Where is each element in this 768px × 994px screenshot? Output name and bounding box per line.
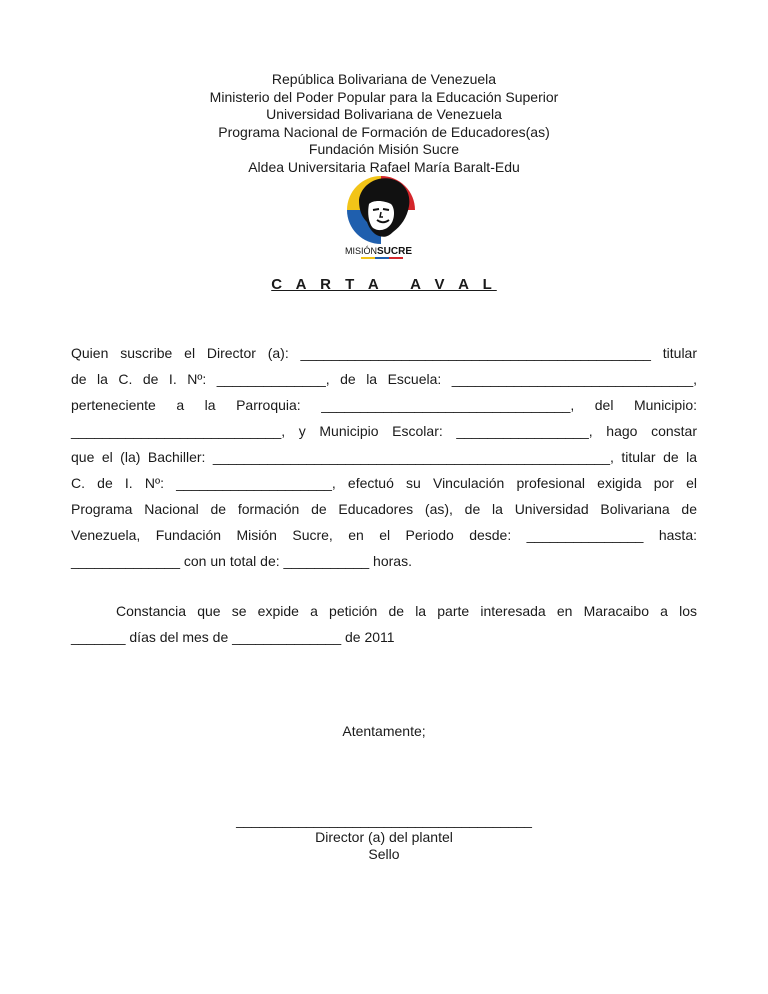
header-line-4: Programa Nacional de Formación de Educadores(as): [218, 123, 550, 140]
mision-sucre-emblem-icon: [339, 170, 423, 262]
constancia-paragraph: [71, 598, 697, 650]
logo-text-sucre: SUCRE: [377, 246, 413, 257]
signature-line: ______________________________________: [236, 812, 532, 828]
closing-salutation: Atentamente;: [342, 723, 426, 739]
header-line-6: Aldea Universitaria Rafael María Baralt-Edu: [248, 158, 520, 175]
document-header: [0, 71, 768, 176]
document-title: C A R T A A V A L: [271, 276, 497, 293]
header-line-2: Ministerio del Poder Popular para la Educación Superior: [209, 88, 559, 105]
signature-role: Director (a) del plantel: [315, 829, 453, 845]
signature-block: [0, 812, 768, 863]
body-line-5: que el (la) Bachiller: ___________________________________________________, titular de la: [71, 449, 697, 465]
constancia-line-2: _______ días del mes de ______________ de 2011: [71, 629, 395, 645]
body-line-4: ___________________________, y Municipio Escolar: _________________, hago constar: [71, 423, 697, 439]
mision-sucre-logo: [339, 170, 423, 262]
body-line-1: Quien suscribe el Director (a): _____________________________________________ titular: [71, 345, 697, 361]
body-line-7: Programa Nacional de formación de Educadores (as), de la Universidad Bolivariana de: [71, 501, 697, 517]
signature-stamp: Sello: [368, 846, 400, 862]
constancia-line-1: Constancia que se expide a petición de la parte interesada en Maracaibo a los: [116, 603, 697, 619]
header-line-1: República Bolivariana de Venezuela: [271, 71, 497, 87]
header-line-5: Fundación Misión Sucre: [308, 141, 460, 157]
body-line-9: ______________ con un total de: ___________ horas.: [71, 553, 412, 569]
logo-text-mision: MISIÓN: [345, 246, 378, 256]
body-line-3: perteneciente a la Parroquia: ________________________________, del Municipio:: [71, 397, 697, 413]
header-line-3: Universidad Bolivariana de Venezuela: [266, 106, 502, 122]
body-line-8: Venezuela, Fundación Misión Sucre, en el Periodo desde: _______________ hasta:: [71, 527, 697, 543]
body-paragraph: [71, 340, 697, 574]
body-line-2: de la C. de I. Nº: ______________, de la Escuela: _______________________________,: [71, 371, 697, 387]
body-line-6: C. de I. Nº: ____________________, efectuó su Vinculación profesional exigida por el: [71, 475, 697, 491]
